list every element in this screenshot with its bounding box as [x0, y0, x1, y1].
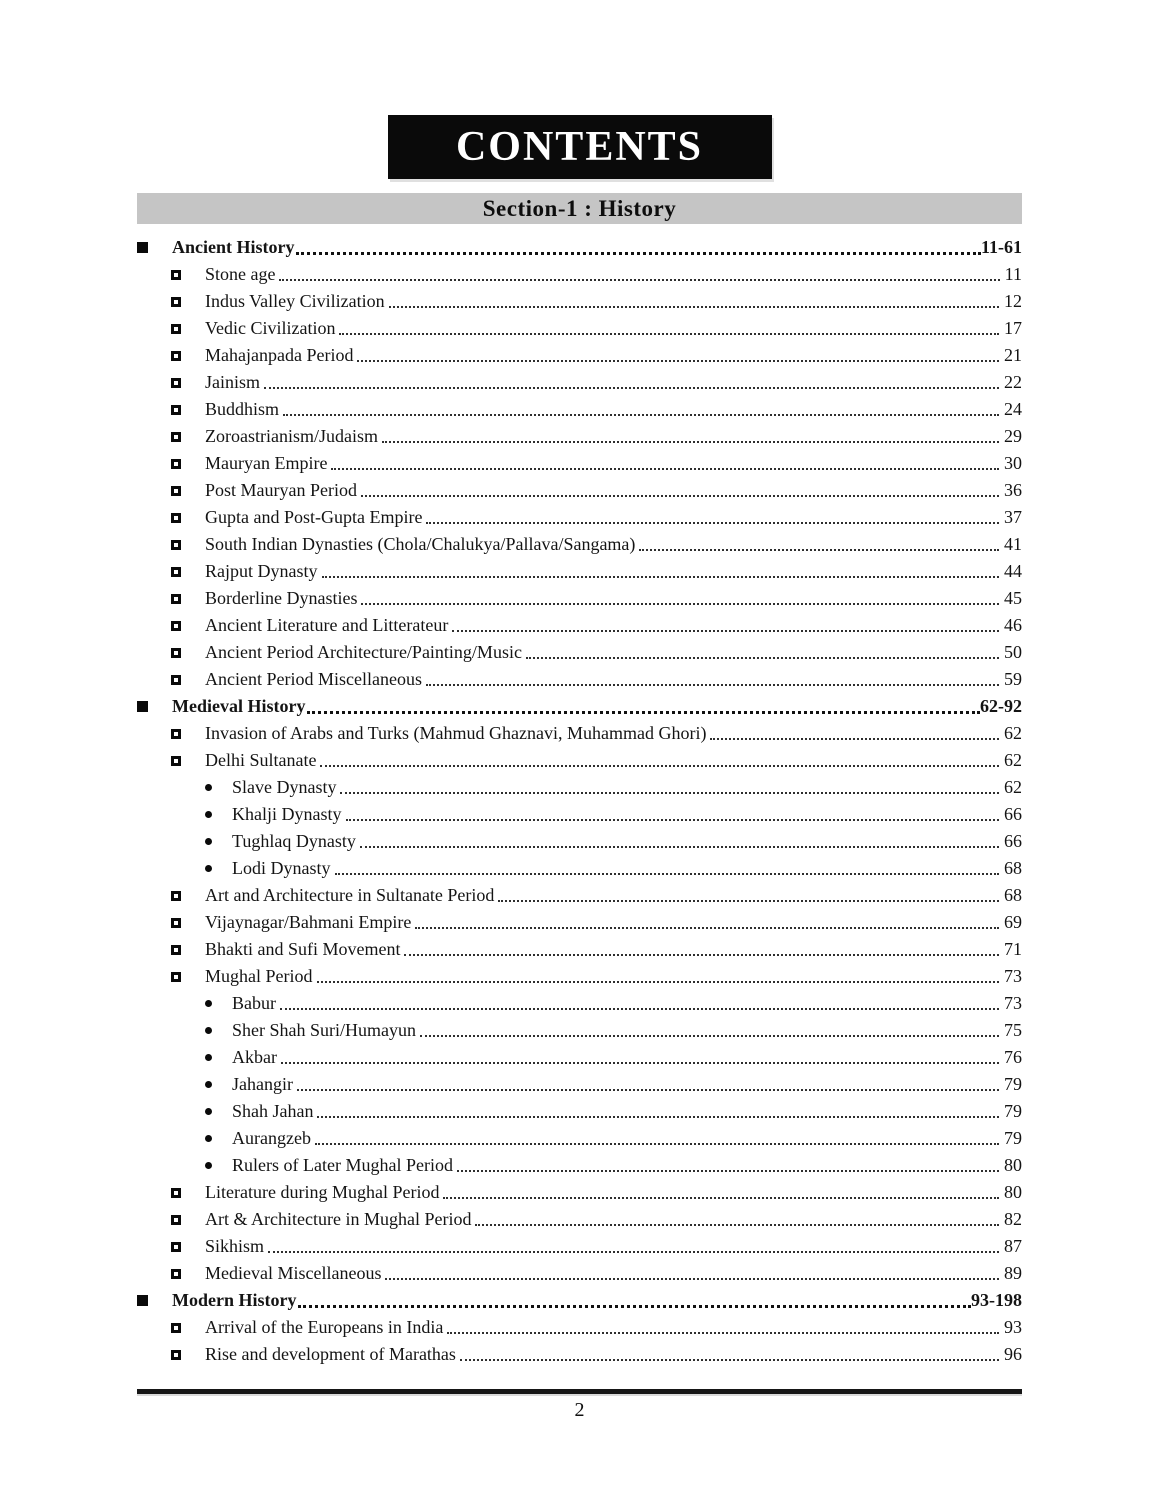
toc-entry-title: Medieval Miscellaneous — [205, 1263, 382, 1283]
toc-row — [137, 1260, 1022, 1287]
toc-entry-page: 68 — [1004, 885, 1022, 905]
round-bullet-icon — [205, 1000, 212, 1007]
toc-row — [137, 369, 1022, 396]
toc-entry-page: 62 — [1004, 777, 1022, 797]
round-bullet-icon — [205, 1135, 212, 1142]
toc-entry-page: 22 — [1004, 372, 1022, 392]
bullet-box — [171, 729, 205, 739]
toc-entry-page: 76 — [1004, 1047, 1022, 1067]
toc-entry-page: 12 — [1004, 291, 1022, 311]
dotted-leader — [315, 1143, 999, 1145]
round-bullet-icon — [205, 811, 212, 818]
toc-row — [137, 558, 1022, 585]
toc-entry-title: Mauryan Empire — [205, 453, 328, 473]
toc-entry-title: Rajput Dynasty — [205, 561, 318, 581]
dotted-leader — [279, 279, 999, 281]
toc-entry-title: Delhi Sultanate — [205, 750, 317, 770]
toc-entry-page: 11 — [1004, 264, 1022, 284]
toc-entry-title: Gupta and Post-Gupta Empire — [205, 507, 423, 527]
toc-entry-page: 45 — [1004, 588, 1022, 608]
bullet-box — [205, 1027, 232, 1034]
dotted-leader — [307, 711, 980, 714]
bullet-box — [171, 1269, 205, 1279]
dotted-leader — [710, 738, 999, 740]
bullet-box — [137, 1295, 172, 1306]
dotted-leader — [443, 1197, 999, 1199]
open-square-bullet-icon — [171, 729, 181, 739]
open-square-bullet-icon — [171, 756, 181, 766]
dotted-leader — [264, 387, 999, 389]
toc-entry-title: Aurangzeb — [232, 1128, 311, 1148]
toc-row — [137, 531, 1022, 558]
dotted-leader — [639, 549, 999, 551]
open-square-bullet-icon — [171, 351, 181, 361]
dotted-leader — [322, 576, 1000, 578]
toc-row — [137, 720, 1022, 747]
toc-entry-page: 17 — [1004, 318, 1022, 338]
open-square-bullet-icon — [171, 891, 181, 901]
toc-row — [137, 1206, 1022, 1233]
dotted-leader — [297, 1089, 999, 1091]
dotted-leader — [389, 306, 999, 308]
open-square-bullet-icon — [171, 1188, 181, 1198]
open-square-bullet-icon — [171, 918, 181, 928]
toc-entry-page: 21 — [1004, 345, 1022, 365]
toc-row — [137, 1152, 1022, 1179]
toc-entry-page: 80 — [1004, 1155, 1022, 1175]
dotted-leader — [361, 603, 999, 605]
toc-entry-page: 71 — [1004, 939, 1022, 959]
toc-row — [137, 1314, 1022, 1341]
bullet-box — [171, 324, 205, 334]
toc-entry-title: Bhakti and Sufi Movement — [205, 939, 401, 959]
open-square-bullet-icon — [171, 378, 181, 388]
filled-square-bullet-icon — [137, 1295, 148, 1306]
round-bullet-icon — [205, 1162, 212, 1169]
toc-entry-title: Tughlaq Dynasty — [232, 831, 356, 851]
open-square-bullet-icon — [171, 621, 181, 631]
dotted-leader — [340, 792, 999, 794]
bullet-box — [171, 1350, 205, 1360]
toc-row — [137, 666, 1022, 693]
toc-row — [137, 1017, 1022, 1044]
round-bullet-icon — [205, 1054, 212, 1061]
toc-row — [137, 450, 1022, 477]
bullet-box — [171, 270, 205, 280]
dotted-leader — [296, 252, 981, 255]
bullet-box — [171, 1215, 205, 1225]
toc-entry-title: Rulers of Later Mughal Period — [232, 1155, 453, 1175]
bullet-box — [171, 945, 205, 955]
open-square-bullet-icon — [171, 297, 181, 307]
dotted-leader — [268, 1251, 999, 1253]
open-square-bullet-icon — [171, 972, 181, 982]
bullet-box — [171, 567, 205, 577]
open-square-bullet-icon — [171, 432, 181, 442]
round-bullet-icon — [205, 784, 212, 791]
dotted-leader — [404, 954, 999, 956]
open-square-bullet-icon — [171, 513, 181, 523]
toc-entry-page: 79 — [1004, 1101, 1022, 1121]
toc-entry-page: 46 — [1004, 615, 1022, 635]
toc-row — [137, 909, 1022, 936]
toc-entry-page: 37 — [1004, 507, 1022, 527]
toc-entry-title: Borderline Dynasties — [205, 588, 358, 608]
bullet-box — [171, 594, 205, 604]
toc-entry-page: 73 — [1004, 966, 1022, 986]
dotted-leader — [283, 414, 999, 416]
bullet-box — [171, 351, 205, 361]
filled-square-bullet-icon — [137, 701, 148, 712]
toc-entry-page: 68 — [1004, 858, 1022, 878]
dotted-leader — [331, 468, 999, 470]
toc-entry-title: Khalji Dynasty — [232, 804, 342, 824]
toc-row — [137, 342, 1022, 369]
footer-divider — [137, 1389, 1022, 1394]
toc-entry-title: Mughal Period — [205, 966, 313, 986]
bullet-box — [171, 972, 205, 982]
toc-entry-title: Medieval History — [172, 696, 306, 716]
toc-entry-title: Shah Jahan — [232, 1101, 314, 1121]
bullet-box — [171, 891, 205, 901]
toc-entry-title: Art & Architecture in Mughal Period — [205, 1209, 472, 1229]
toc-entry-title: Babur — [232, 993, 276, 1013]
open-square-bullet-icon — [171, 405, 181, 415]
bullet-box — [205, 1135, 232, 1142]
bullet-box — [171, 540, 205, 550]
toc-entry-page: 66 — [1004, 804, 1022, 824]
toc-entry-title: Jainism — [205, 372, 261, 392]
bullet-box — [171, 1323, 205, 1333]
section-banner — [137, 193, 1022, 224]
toc-entry-title: Vijaynagar/Bahmani Empire — [205, 912, 412, 932]
toc-entry-title: Vedic Civilization — [205, 318, 336, 338]
filled-square-bullet-icon — [137, 242, 148, 253]
toc-entry-title: Buddhism — [205, 399, 280, 419]
dotted-leader — [320, 765, 999, 767]
toc-row — [137, 1233, 1022, 1260]
toc-row — [137, 1098, 1022, 1125]
open-square-bullet-icon — [171, 1323, 181, 1333]
page-title: CONTENTS — [455, 124, 704, 170]
bullet-box — [205, 1081, 232, 1088]
content-area — [137, 115, 1022, 1422]
bullet-box — [205, 1162, 232, 1169]
toc-entry-page: 62-92 — [980, 696, 1022, 716]
dotted-leader — [298, 1305, 971, 1308]
toc-row — [137, 423, 1022, 450]
dotted-leader — [361, 495, 999, 497]
toc-row — [137, 828, 1022, 855]
bullet-box — [137, 242, 172, 253]
open-square-bullet-icon — [171, 1269, 181, 1279]
bullet-box — [171, 918, 205, 928]
toc-entry-page: 96 — [1004, 1344, 1022, 1364]
toc-row — [137, 882, 1022, 909]
bullet-box — [171, 486, 205, 496]
bullet-box — [137, 701, 172, 712]
toc-row — [137, 774, 1022, 801]
dotted-leader — [317, 981, 1000, 983]
toc-entry-title: Lodi Dynasty — [232, 858, 331, 878]
dotted-leader — [447, 1332, 999, 1334]
toc-row — [137, 990, 1022, 1017]
toc-entry-page: 24 — [1004, 399, 1022, 419]
toc-row — [137, 288, 1022, 315]
bullet-box — [171, 297, 205, 307]
toc-entry-title: Sher Shah Suri/Humayun — [232, 1020, 416, 1040]
bullet-box — [171, 756, 205, 766]
toc-entry-title: Post Mauryan Period — [205, 480, 357, 500]
toc-row — [137, 1044, 1022, 1071]
toc-row — [137, 1179, 1022, 1206]
toc-entry-title: Literature during Mughal Period — [205, 1182, 440, 1202]
bullet-box — [205, 1054, 232, 1061]
toc-row — [137, 1125, 1022, 1152]
toc-row — [137, 1071, 1022, 1098]
dotted-leader — [475, 1224, 999, 1226]
toc-entry-title: Slave Dynasty — [232, 777, 337, 797]
toc-row — [137, 477, 1022, 504]
toc-row — [137, 612, 1022, 639]
bullet-box — [171, 648, 205, 658]
toc-entry-page: 66 — [1004, 831, 1022, 851]
bullet-box — [205, 1000, 232, 1007]
bullet-box — [171, 675, 205, 685]
toc-entry-title: Arrival of the Europeans in India — [205, 1317, 444, 1337]
toc-entry-title: Rise and development of Marathas — [205, 1344, 456, 1364]
open-square-bullet-icon — [171, 459, 181, 469]
round-bullet-icon — [205, 1027, 212, 1034]
table-of-contents — [137, 234, 1022, 1368]
toc-row — [137, 315, 1022, 342]
round-bullet-icon — [205, 838, 212, 845]
toc-entry-page: 82 — [1004, 1209, 1022, 1229]
dotted-leader — [452, 630, 999, 632]
toc-row — [137, 936, 1022, 963]
toc-entry-title: Akbar — [232, 1047, 277, 1067]
open-square-bullet-icon — [171, 675, 181, 685]
dotted-leader — [357, 360, 999, 362]
bullet-box — [205, 838, 232, 845]
dotted-leader — [335, 873, 1000, 875]
dotted-leader — [280, 1008, 999, 1010]
open-square-bullet-icon — [171, 567, 181, 577]
dotted-leader — [317, 1116, 999, 1118]
toc-entry-title: Art and Architecture in Sultanate Period — [205, 885, 495, 905]
open-square-bullet-icon — [171, 1242, 181, 1252]
bullet-box — [171, 459, 205, 469]
toc-row — [137, 801, 1022, 828]
toc-entry-page: 89 — [1004, 1263, 1022, 1283]
bullet-box — [205, 1108, 232, 1115]
toc-entry-page: 30 — [1004, 453, 1022, 473]
bullet-box — [171, 621, 205, 631]
dotted-leader — [526, 657, 999, 659]
toc-entry-page: 59 — [1004, 669, 1022, 689]
toc-row — [137, 855, 1022, 882]
dotted-leader — [346, 819, 1000, 821]
bullet-box — [205, 784, 232, 791]
toc-row — [137, 234, 1022, 261]
toc-row — [137, 585, 1022, 612]
toc-entry-title: Zoroastrianism/Judaism — [205, 426, 378, 446]
toc-row — [137, 639, 1022, 666]
toc-entry-page: 80 — [1004, 1182, 1022, 1202]
dotted-leader — [415, 927, 999, 929]
bullet-box — [171, 513, 205, 523]
section-banner-label: Section-1 : History — [482, 195, 677, 221]
open-square-bullet-icon — [171, 540, 181, 550]
open-square-bullet-icon — [171, 324, 181, 334]
dotted-leader — [382, 441, 999, 443]
toc-entry-page: 93 — [1004, 1317, 1022, 1337]
toc-entry-page: 87 — [1004, 1236, 1022, 1256]
toc-entry-page: 11-61 — [980, 237, 1022, 257]
open-square-bullet-icon — [171, 945, 181, 955]
toc-row — [137, 747, 1022, 774]
toc-entry-title: Sikhism — [205, 1236, 265, 1256]
toc-entry-title: Ancient Period Miscellaneous — [205, 669, 422, 689]
toc-row — [137, 261, 1022, 288]
toc-entry-page: 44 — [1004, 561, 1022, 581]
bullet-box — [171, 1242, 205, 1252]
dotted-leader — [457, 1170, 999, 1172]
toc-entry-title: Ancient Literature and Litterateur — [205, 615, 449, 635]
dotted-leader — [339, 333, 999, 335]
toc-entry-page: 62 — [1004, 723, 1022, 743]
toc-entry-page: 79 — [1004, 1074, 1022, 1094]
toc-row — [137, 1287, 1022, 1314]
toc-entry-page: 41 — [1004, 534, 1022, 554]
dotted-leader — [426, 522, 999, 524]
toc-entry-page: 62 — [1004, 750, 1022, 770]
toc-row — [137, 1341, 1022, 1368]
dotted-leader — [420, 1035, 999, 1037]
toc-row — [137, 693, 1022, 720]
round-bullet-icon — [205, 1081, 212, 1088]
toc-entry-page: 69 — [1004, 912, 1022, 932]
toc-entry-title: Invasion of Arabs and Turks (Mahmud Ghaznavi, Muhammad Ghori) — [205, 723, 707, 743]
toc-row — [137, 396, 1022, 423]
toc-entry-title: Ancient History — [172, 237, 295, 257]
bullet-box — [171, 1188, 205, 1198]
open-square-bullet-icon — [171, 594, 181, 604]
toc-row — [137, 963, 1022, 990]
toc-entry-title: Stone age — [205, 264, 276, 284]
bullet-box — [205, 811, 232, 818]
open-square-bullet-icon — [171, 648, 181, 658]
toc-entry-title: Ancient Period Architecture/Painting/Music — [205, 642, 522, 662]
dotted-leader — [426, 684, 999, 686]
dotted-leader — [498, 900, 999, 902]
toc-entry-page: 75 — [1004, 1020, 1022, 1040]
open-square-bullet-icon — [171, 270, 181, 280]
open-square-bullet-icon — [171, 486, 181, 496]
round-bullet-icon — [205, 865, 212, 872]
toc-entry-page: 36 — [1004, 480, 1022, 500]
toc-entry-page: 93-198 — [971, 1290, 1022, 1310]
toc-entry-page: 29 — [1004, 426, 1022, 446]
toc-entry-title: South Indian Dynasties (Chola/Chalukya/Pallava/Sangama) — [205, 534, 636, 554]
toc-entry-title: Mahajanpada Period — [205, 345, 354, 365]
toc-entry-page: 50 — [1004, 642, 1022, 662]
toc-entry-title: Jahangir — [232, 1074, 293, 1094]
open-square-bullet-icon — [171, 1350, 181, 1360]
dotted-leader — [460, 1359, 999, 1361]
toc-entry-page: 79 — [1004, 1128, 1022, 1148]
dotted-leader — [281, 1062, 999, 1064]
toc-entry-title: Modern History — [172, 1290, 297, 1310]
bullet-box — [205, 865, 232, 872]
toc-entry-page: 73 — [1004, 993, 1022, 1013]
dotted-leader — [385, 1278, 999, 1280]
open-square-bullet-icon — [171, 1215, 181, 1225]
bullet-box — [171, 405, 205, 415]
contents-title-banner — [388, 115, 772, 179]
round-bullet-icon — [205, 1108, 212, 1115]
toc-row — [137, 504, 1022, 531]
bullet-box — [171, 378, 205, 388]
footer-page-number: 2 — [574, 1399, 585, 1421]
bullet-box — [171, 432, 205, 442]
dotted-leader — [360, 846, 999, 848]
toc-entry-title: Indus Valley Civilization — [205, 291, 385, 311]
